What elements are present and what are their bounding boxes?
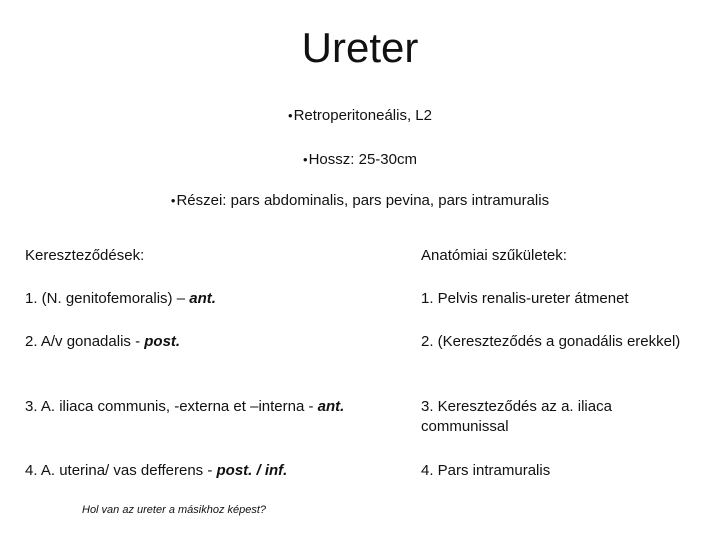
crossing-text: 4. A. uterina/ vas defferens -: [25, 462, 217, 479]
narrowing-item: 1. Pelvis renalis-ureter átmenet: [421, 290, 629, 307]
crossing-position: post. / inf.: [216, 462, 288, 479]
bullet-text: Retroperitoneális, L2: [293, 107, 432, 124]
footer-note: Hol van az ureter a másikhoz képest?: [82, 504, 267, 516]
narrowings-header: Anatómiai szűkületek:: [421, 247, 567, 264]
bullet-text: Részei: pars abdominalis, pars pevina, pars intramuralis: [176, 192, 550, 209]
bullet-dot: •: [288, 108, 293, 123]
crossing-item: [25, 332, 370, 352]
bullet-retroperitoneal: [0, 106, 720, 126]
narrowing-item: 4. Pars intramuralis: [421, 462, 551, 479]
bullet-length: [0, 150, 720, 170]
narrowings-column: [421, 246, 681, 496]
slide-title: Ureter: [301, 24, 419, 71]
narrowing-item: 2. (Kereszteződés a gonadális erekkel): [421, 333, 681, 350]
crossing-item: [25, 461, 370, 481]
crossing-position: ant.: [189, 290, 216, 307]
crossing-text: 1. (N. genitofemoralis) –: [25, 290, 190, 307]
crossings-column: [25, 246, 370, 496]
crossing-text: 3. A. iliaca communis, -externa et –interna -: [25, 398, 318, 415]
bullet-dot: •: [303, 152, 308, 167]
crossing-item: [25, 289, 370, 309]
bullet-dot: •: [170, 193, 176, 208]
narrowing-item: 3. Kereszteződés az a. iliaca communissal: [421, 398, 612, 435]
bullet-text: Hossz: 25-30cm: [308, 151, 417, 168]
crossing-position: post.: [144, 333, 181, 350]
crossing-item: [25, 397, 370, 417]
crossing-text: 2. A/v gonadalis -: [25, 333, 145, 350]
crossings-header: Kereszteződések:: [25, 247, 145, 264]
crossing-position: ant.: [317, 398, 345, 415]
bullet-parts: [0, 191, 720, 211]
